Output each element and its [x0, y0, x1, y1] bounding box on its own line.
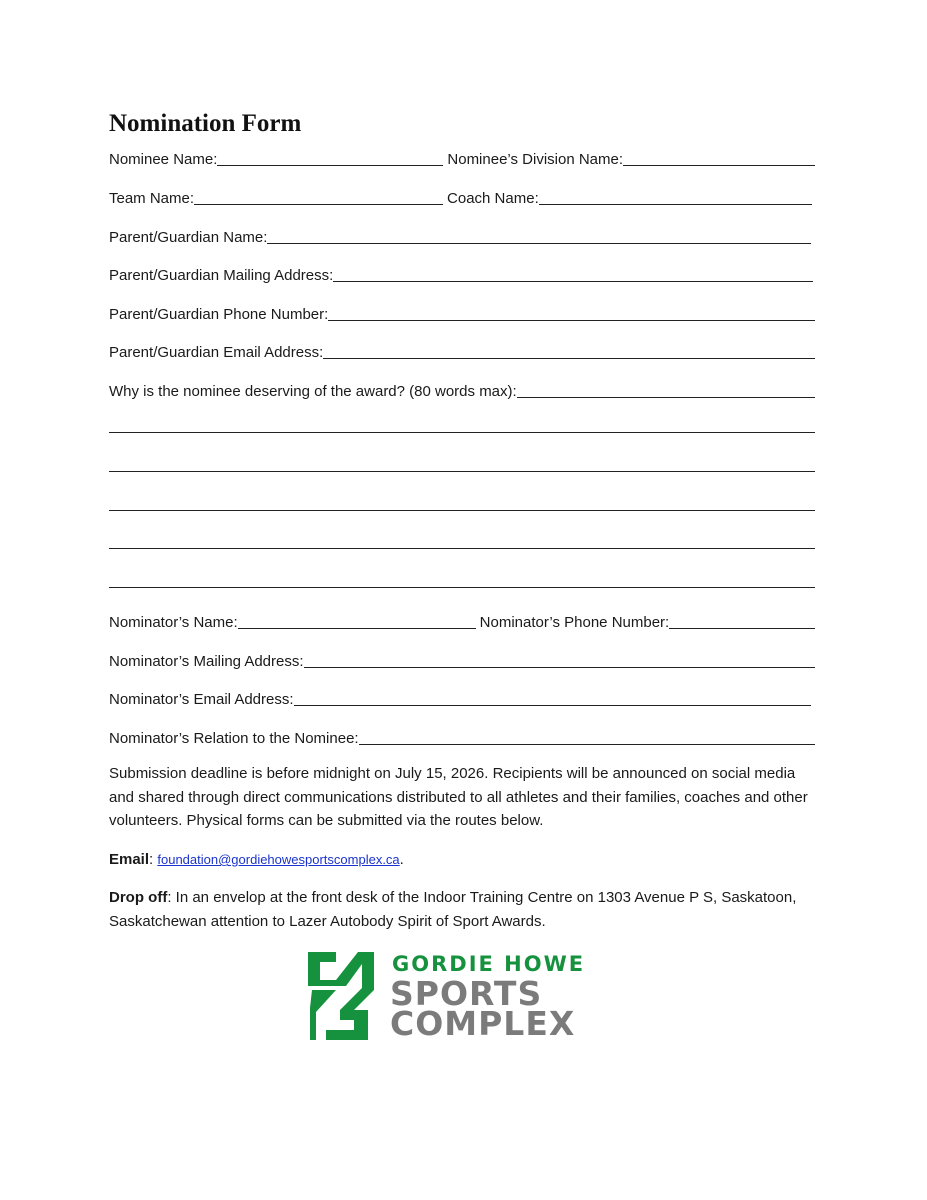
answer-line-4[interactable] — [109, 548, 815, 549]
nominee-name-field[interactable] — [217, 148, 443, 166]
email-paragraph — [109, 848, 819, 872]
logo-line-1: GORDIE HOWE — [392, 952, 586, 976]
dropoff-text: : In an envelop at the front desk of the Indoor Training Centre on 1303 Avenue P S, Saskatoon, Saskatchewan attention to Lazer Autobody Spirit of Sport Awards. — [109, 889, 797, 930]
dropoff-label: Drop off — [109, 889, 168, 906]
nominator-email-label: Nominator’s Email Address: — [109, 691, 294, 708]
nominee-row — [109, 143, 815, 169]
parent-address-label: Parent/Guardian Mailing Address: — [109, 267, 334, 284]
team-name-field[interactable] — [194, 187, 443, 205]
email-label: Email — [109, 851, 150, 868]
nominee-name-label: Nominee Name: — [109, 151, 218, 168]
answer-line-1[interactable] — [109, 432, 815, 433]
answer-line-3[interactable] — [109, 510, 815, 511]
nominator-address-row — [109, 645, 815, 671]
dropoff-paragraph — [109, 886, 819, 933]
why-deserving-label: Why is the nominee deserving of the award? (80 words max): — [109, 383, 517, 400]
nominator-relation-field[interactable] — [359, 727, 815, 745]
nominator-email-row — [109, 683, 815, 709]
parent-address-field[interactable] — [333, 264, 813, 282]
nominator-address-field[interactable] — [304, 650, 815, 668]
nominator-relation-label: Nominator’s Relation to the Nominee: — [109, 730, 359, 747]
logo-line-3: COMPLEX — [390, 1004, 576, 1043]
nominator-email-field[interactable] — [294, 688, 811, 706]
parent-email-field[interactable] — [323, 341, 815, 359]
nominator-phone-field[interactable] — [669, 611, 815, 629]
parent-name-field[interactable] — [267, 226, 811, 244]
parent-phone-row — [109, 298, 815, 324]
parent-name-row — [109, 221, 815, 247]
logo-line-2: SPORTS — [390, 974, 543, 1013]
coach-name-label: Coach Name: — [447, 190, 539, 207]
why-deserving-row — [109, 375, 815, 401]
parent-phone-field[interactable] — [328, 303, 815, 321]
logo-mark-icon — [306, 950, 376, 1042]
parent-phone-label: Parent/Guardian Phone Number: — [109, 306, 329, 323]
gordie-howe-logo — [306, 950, 626, 1045]
team-row — [109, 182, 815, 208]
why-deserving-field[interactable] — [517, 380, 815, 398]
coach-name-field[interactable] — [539, 187, 812, 205]
nominator-name-field[interactable] — [238, 611, 476, 629]
team-name-label: Team Name: — [109, 190, 195, 207]
answer-line-5[interactable] — [109, 587, 815, 588]
parent-name-label: Parent/Guardian Name: — [109, 229, 268, 246]
nominator-row — [109, 606, 815, 632]
email-link[interactable]: foundation@gordiehowesportscomplex.ca — [157, 852, 400, 867]
parent-email-row — [109, 336, 815, 362]
parent-address-row — [109, 259, 815, 285]
nominator-name-label: Nominator’s Name: — [109, 614, 238, 631]
nominator-address-label: Nominator’s Mailing Address: — [109, 653, 304, 670]
nominator-relation-row — [109, 722, 815, 748]
submission-paragraph: Submission deadline is before midnight on July 15, 2026. Recipients will be announced on social media and shared through direct communications distributed to all athletes and their families, coaches and other volunteers. Physical forms can be submitted via the routes below. — [109, 765, 808, 829]
nominee-division-label: Nominee’s Division Name: — [447, 151, 624, 168]
page-title: Nomination Form — [109, 110, 302, 137]
answer-line-2[interactable] — [109, 471, 815, 472]
parent-email-label: Parent/Guardian Email Address: — [109, 344, 324, 361]
nominee-division-field[interactable] — [623, 148, 815, 166]
nominator-phone-label: Nominator’s Phone Number: — [479, 614, 670, 631]
email-trailing: . — [399, 851, 404, 868]
email-separator: : — [149, 851, 158, 868]
